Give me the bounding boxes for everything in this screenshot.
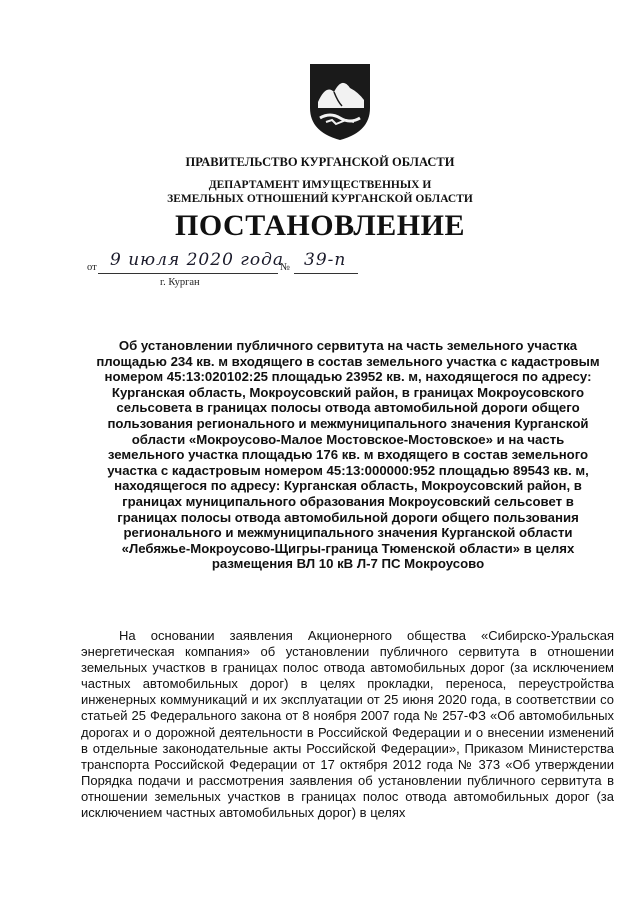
number-prefix: № — [280, 262, 291, 273]
document-type-title: ПОСТАНОВЛЕНИЕ — [175, 209, 465, 242]
department-name-line2: ЗЕМЕЛЬНЫХ ОТНОШЕНИЙ КУРГАНСКОЙ ОБЛАСТИ — [167, 193, 473, 205]
government-name: ПРАВИТЕЛЬСТВО КУРГАНСКОЙ ОБЛАСТИ — [185, 155, 455, 169]
date-underline — [98, 273, 278, 274]
coat-of-arms-kurgan-region-icon — [306, 62, 374, 142]
city-name: г. Курган — [160, 277, 200, 288]
date-prefix: от — [87, 262, 97, 273]
department-name-line1: ДЕПАРТАМЕНТ ИМУЩЕСТВЕННЫХ И — [208, 179, 432, 191]
document-subject: Об установлении публичного сервитута на часть земельного участка площадью 234 кв. м входящего в состав земельного участка с кадастровым номером 45:13:020102:25 площадью 23952 кв. м, находящегося по адресу: Курганская область, Мокроусовский район, в границах Мокроусовского сельсовета в границах полосы отвода автомобильной дороги общего пользования регионального и межмуниципального значения Курганской области «Мокроусово-Малое Мостовское-Мостовское» и на часть земельного участка площадью 176 кв. м входящего в состав земельного участка с кадастровым номером 45:13:000000:952 площадью 89543 кв. м, находящегося по адресу: Курганская область, Мокроусовский район, в границах муниципального образования Мокроусовский сельсовет в границах полосы отвода автомобильной дороги общего пользования регионального и межмуниципального значения Курганской области «Лебяжье-Мокроусово-Щигры-граница Тюменской области» в целях размещения ВЛ 10 кВ Л-7 ПС Мокроусово — [96, 338, 600, 572]
department-name — [0, 178, 640, 206]
number-underline — [294, 273, 358, 274]
document-body: На основании заявления Акционерного общества «Сибирско-Уральская энергетическая компания» об установлении публичного сервитута в отношении земельных участков в границах полос отвода автомобильных дорог (за исключением частных автомобильных дорог) в целях прокладки, переноса, переустройства инженерных коммуникаций и их эксплуатации от 25 июня 2020 года, в соответствии со статьей 25 Федерального закона от 8 ноября 2007 года № 257-ФЗ «Об автомобильных дорогах и о дорожной деятельности в Российской Федерации и о внесении изменений в отдельные законодательные акты Российской Федерации», Приказом Министерства транспорта Российской Федерации от 17 октября 2012 года № 373 «Об утверждении Порядка подачи и рассмотрения заявления об установлении публичного сервитута в отношении земельных участков в границах полос отвода автомобильных дорог (за исключением частных автомобильных дорог) в целях — [81, 628, 614, 821]
handwritten-number: 39-п — [304, 250, 347, 270]
handwritten-date: 9 июля 2020 года — [110, 250, 285, 270]
